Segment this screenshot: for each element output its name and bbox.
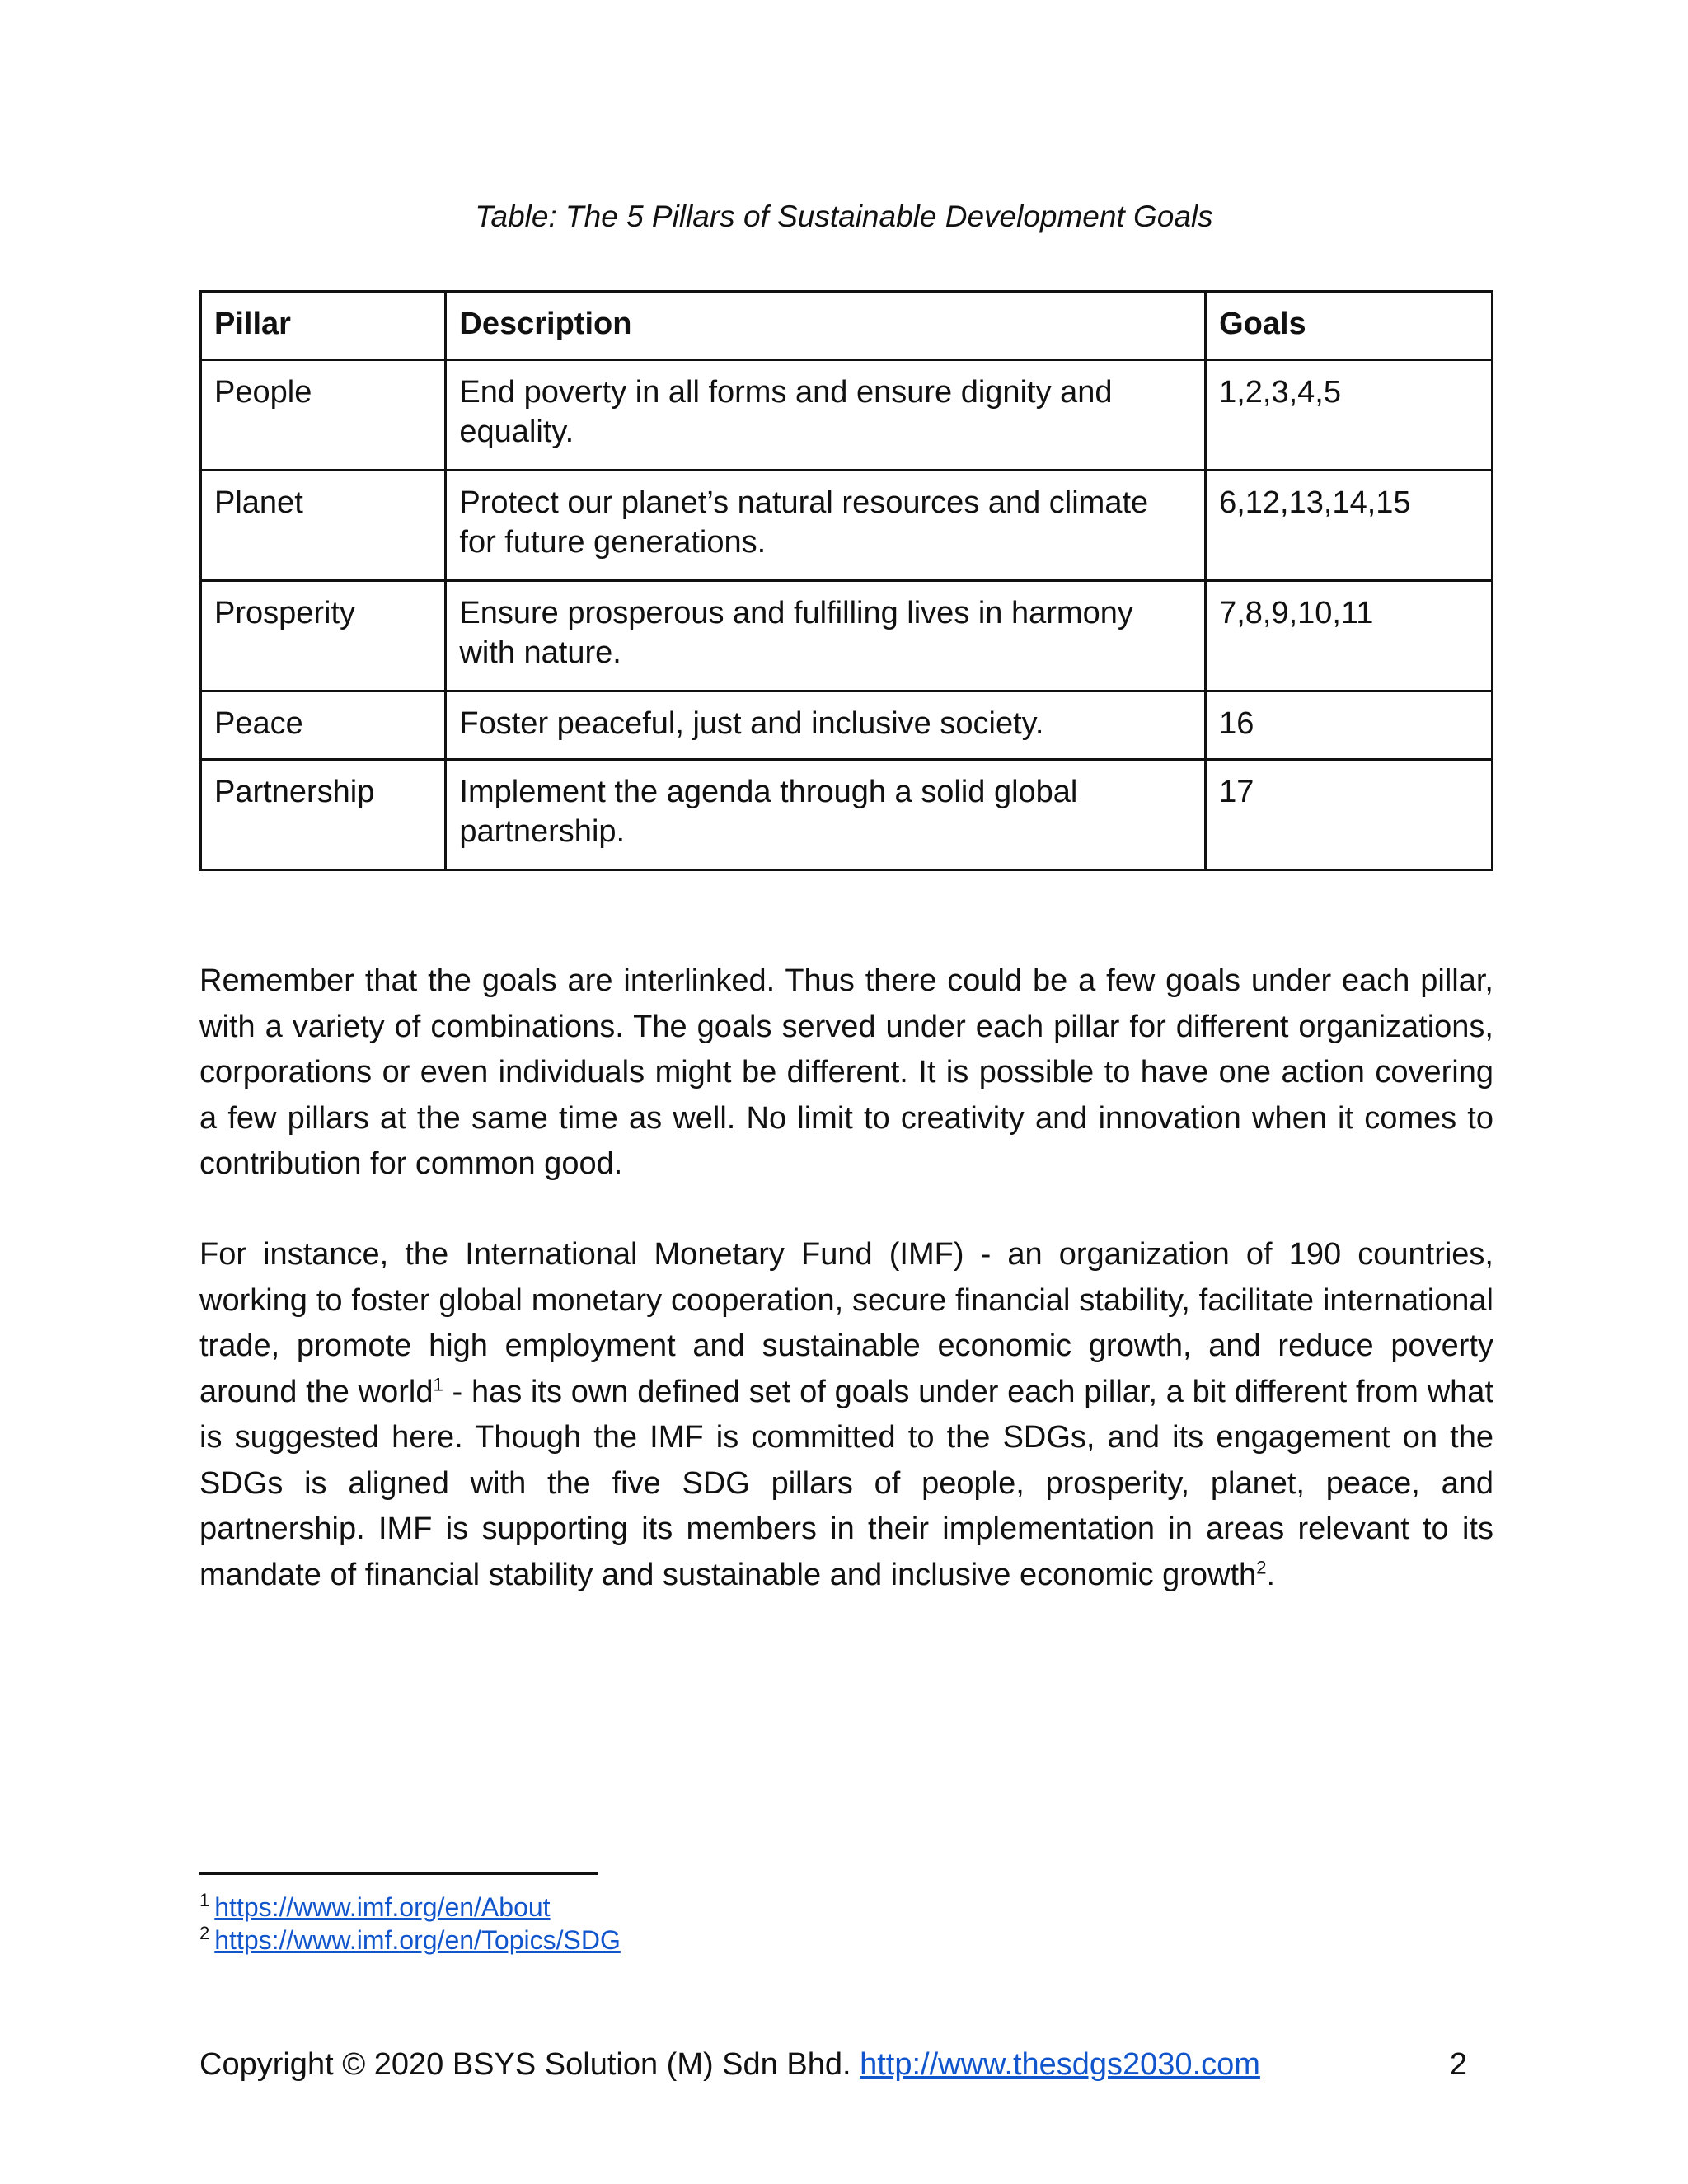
footnote-ref-2[interactable]: 2 (1256, 1556, 1267, 1577)
goals-cell: 16 (1206, 691, 1493, 760)
goals-cell: 1,2,3,4,5 (1206, 360, 1493, 471)
table-header-row (201, 292, 1493, 360)
pillar-cell: People (201, 360, 446, 471)
table-row (201, 360, 1493, 471)
header-description: Description (446, 292, 1206, 360)
paragraph-text: For instance, the International Monetary Fund (IMF) - an organization of 190 countries, working to foster global monetary cooperation, secure financial stability, facilitate international trade, promote high employment and sustainable economic growth, and reduce poverty around the world (199, 1237, 1493, 1409)
footnote-divider (199, 1872, 598, 1875)
page-footer (199, 2044, 1260, 2085)
paragraph-text: - has its own defined set of goals under each pillar, a bit different from what is suggested here. Though the IMF is committed to the SDGs, and its engagement on the SDGs is aligned with the five SDG pillars of people, prosperity, planet, peace, and partnership. IMF is supporting its members in their implementation in areas relevant to its mandate of financial stability and sustainable and inclusive economic growth (199, 1374, 1494, 1592)
footnote-2 (199, 1924, 621, 1957)
description-cell: Implement the agenda through a solid global partnership. (446, 760, 1206, 870)
header-pillar: Pillar (201, 292, 446, 360)
body-paragraph-interlinked: Remember that the goals are interlinked. Thus there could be a few goals under each pillar, with a variety of combinations. The goals served under each pillar for different organizations, corporations or even individuals might be different. It is possible to have one action covering a few pillars at the same time as well. No limit to creativity and innovation when it comes to contribution for common good. (199, 963, 1493, 1181)
header-goals: Goals (1206, 292, 1493, 360)
description-cell: Ensure prosperous and fulfilling lives in harmony with nature. (446, 581, 1206, 691)
copyright-text: Copyright © 2020 BSYS Solution (M) Sdn Bhd. (199, 2047, 851, 2082)
description-cell: End poverty in all forms and ensure dignity and equality. (446, 360, 1206, 471)
table-row (201, 691, 1493, 760)
pillar-cell: Partnership (201, 760, 446, 870)
table-row (201, 581, 1493, 691)
footnote-ref-1[interactable]: 1 (433, 1373, 443, 1394)
pillars-table (199, 290, 1493, 871)
paragraph-text: . (1266, 1557, 1275, 1592)
goals-cell: 7,8,9,10,11 (1206, 581, 1493, 691)
goals-cell: 6,12,13,14,15 (1206, 471, 1493, 581)
footnote-link-imf-about[interactable]: https://www.imf.org/en/About (214, 1892, 551, 1922)
table-caption: Table: The 5 Pillars of Sustainable Development Goals (475, 199, 1213, 233)
footnote-link-imf-sdg[interactable]: https://www.imf.org/en/Topics/SDG (214, 1925, 621, 1955)
goals-cell: 17 (1206, 760, 1493, 870)
pillar-cell: Prosperity (201, 581, 446, 691)
footnote-1 (199, 1891, 551, 1924)
footnote-number: 2 (199, 1923, 210, 1944)
pillar-cell: Planet (201, 471, 446, 581)
page-number: 2 (1449, 2047, 1467, 2082)
table-row (201, 760, 1493, 870)
description-cell: Protect our planet’s natural resources and climate for future generations. (446, 471, 1206, 581)
footnote-number: 1 (199, 1890, 210, 1911)
table-row (201, 471, 1493, 581)
pillar-cell: Peace (201, 691, 446, 760)
body-paragraph-imf (199, 1232, 1493, 1598)
description-cell: Foster peaceful, just and inclusive society. (446, 691, 1206, 760)
footer-website-link[interactable]: http://www.thesdgs2030.com (860, 2047, 1260, 2082)
